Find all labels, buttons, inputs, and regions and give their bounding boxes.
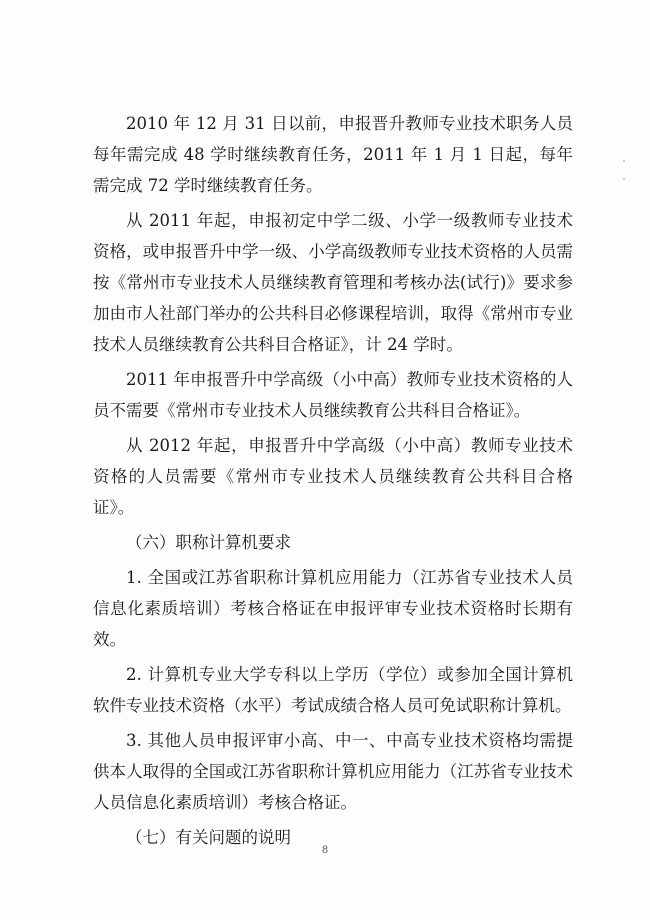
paragraph-public-course-requirement: 从 2011 年起，申报初定中学二级、小学一级教师专业技术资格，或申报晋升中学一级、小学高级教师专业技术资格的人员需按《常州市专业技术人员继续教育管理和考核办法(试行)》要求参加由市人社部门举办的公共科目必修课程培训，取得《常州市专业技术人员继续教育公共科目合格证》，计 24 学时。: [93, 211, 573, 354]
section-heading-notes: （七）有关问题的说明: [126, 828, 291, 847]
margin-dot: [623, 160, 625, 162]
section-heading-computer: （六）职称计算机要求: [126, 533, 291, 552]
list-item-computer-3: 3. 其他人员申报评审小高、中一、中高专业技术资格均需提供本人取得的全国或江苏省职称计算机应用能力（江苏省专业技术人员信息化素质培训）考核合格证。: [93, 731, 573, 812]
page-number: 8: [321, 845, 329, 856]
document-body: [93, 108, 573, 853]
paragraph-2012-requirement: 从 2012 年起，申报晋升中学高级（小中高）教师专业技术资格的人员需要《常州市专业技术人员继续教育公共科目合格证》。: [93, 436, 573, 517]
list-item-computer-2: 2. 计算机专业大学专科以上学历（学位）或参加全国计算机软件专业技术资格（水平）考试成绩合格人员可免试职称计算机。: [93, 665, 573, 715]
margin-dot: [623, 178, 625, 180]
list-item-computer-1: 1. 全国或江苏省职称计算机应用能力（江苏省专业技术人员信息化素质培训）考核合格证在申报评审专业技术资格时长期有效。: [93, 568, 573, 649]
paragraph-2011-exemption: 2011 年申报晋升中学高级（小中高）教师专业技术资格的人员不需要《常州市专业技术人员继续教育公共科目合格证》。: [93, 370, 573, 420]
paragraph-hours-requirement: 2010 年 12 月 31 日以前，申报晋升教师专业技术职务人员每年需完成 48 学时继续教育任务，2011 年 1 月 1 日起，每年需完成 72 学时继续教育任务。: [93, 114, 573, 195]
